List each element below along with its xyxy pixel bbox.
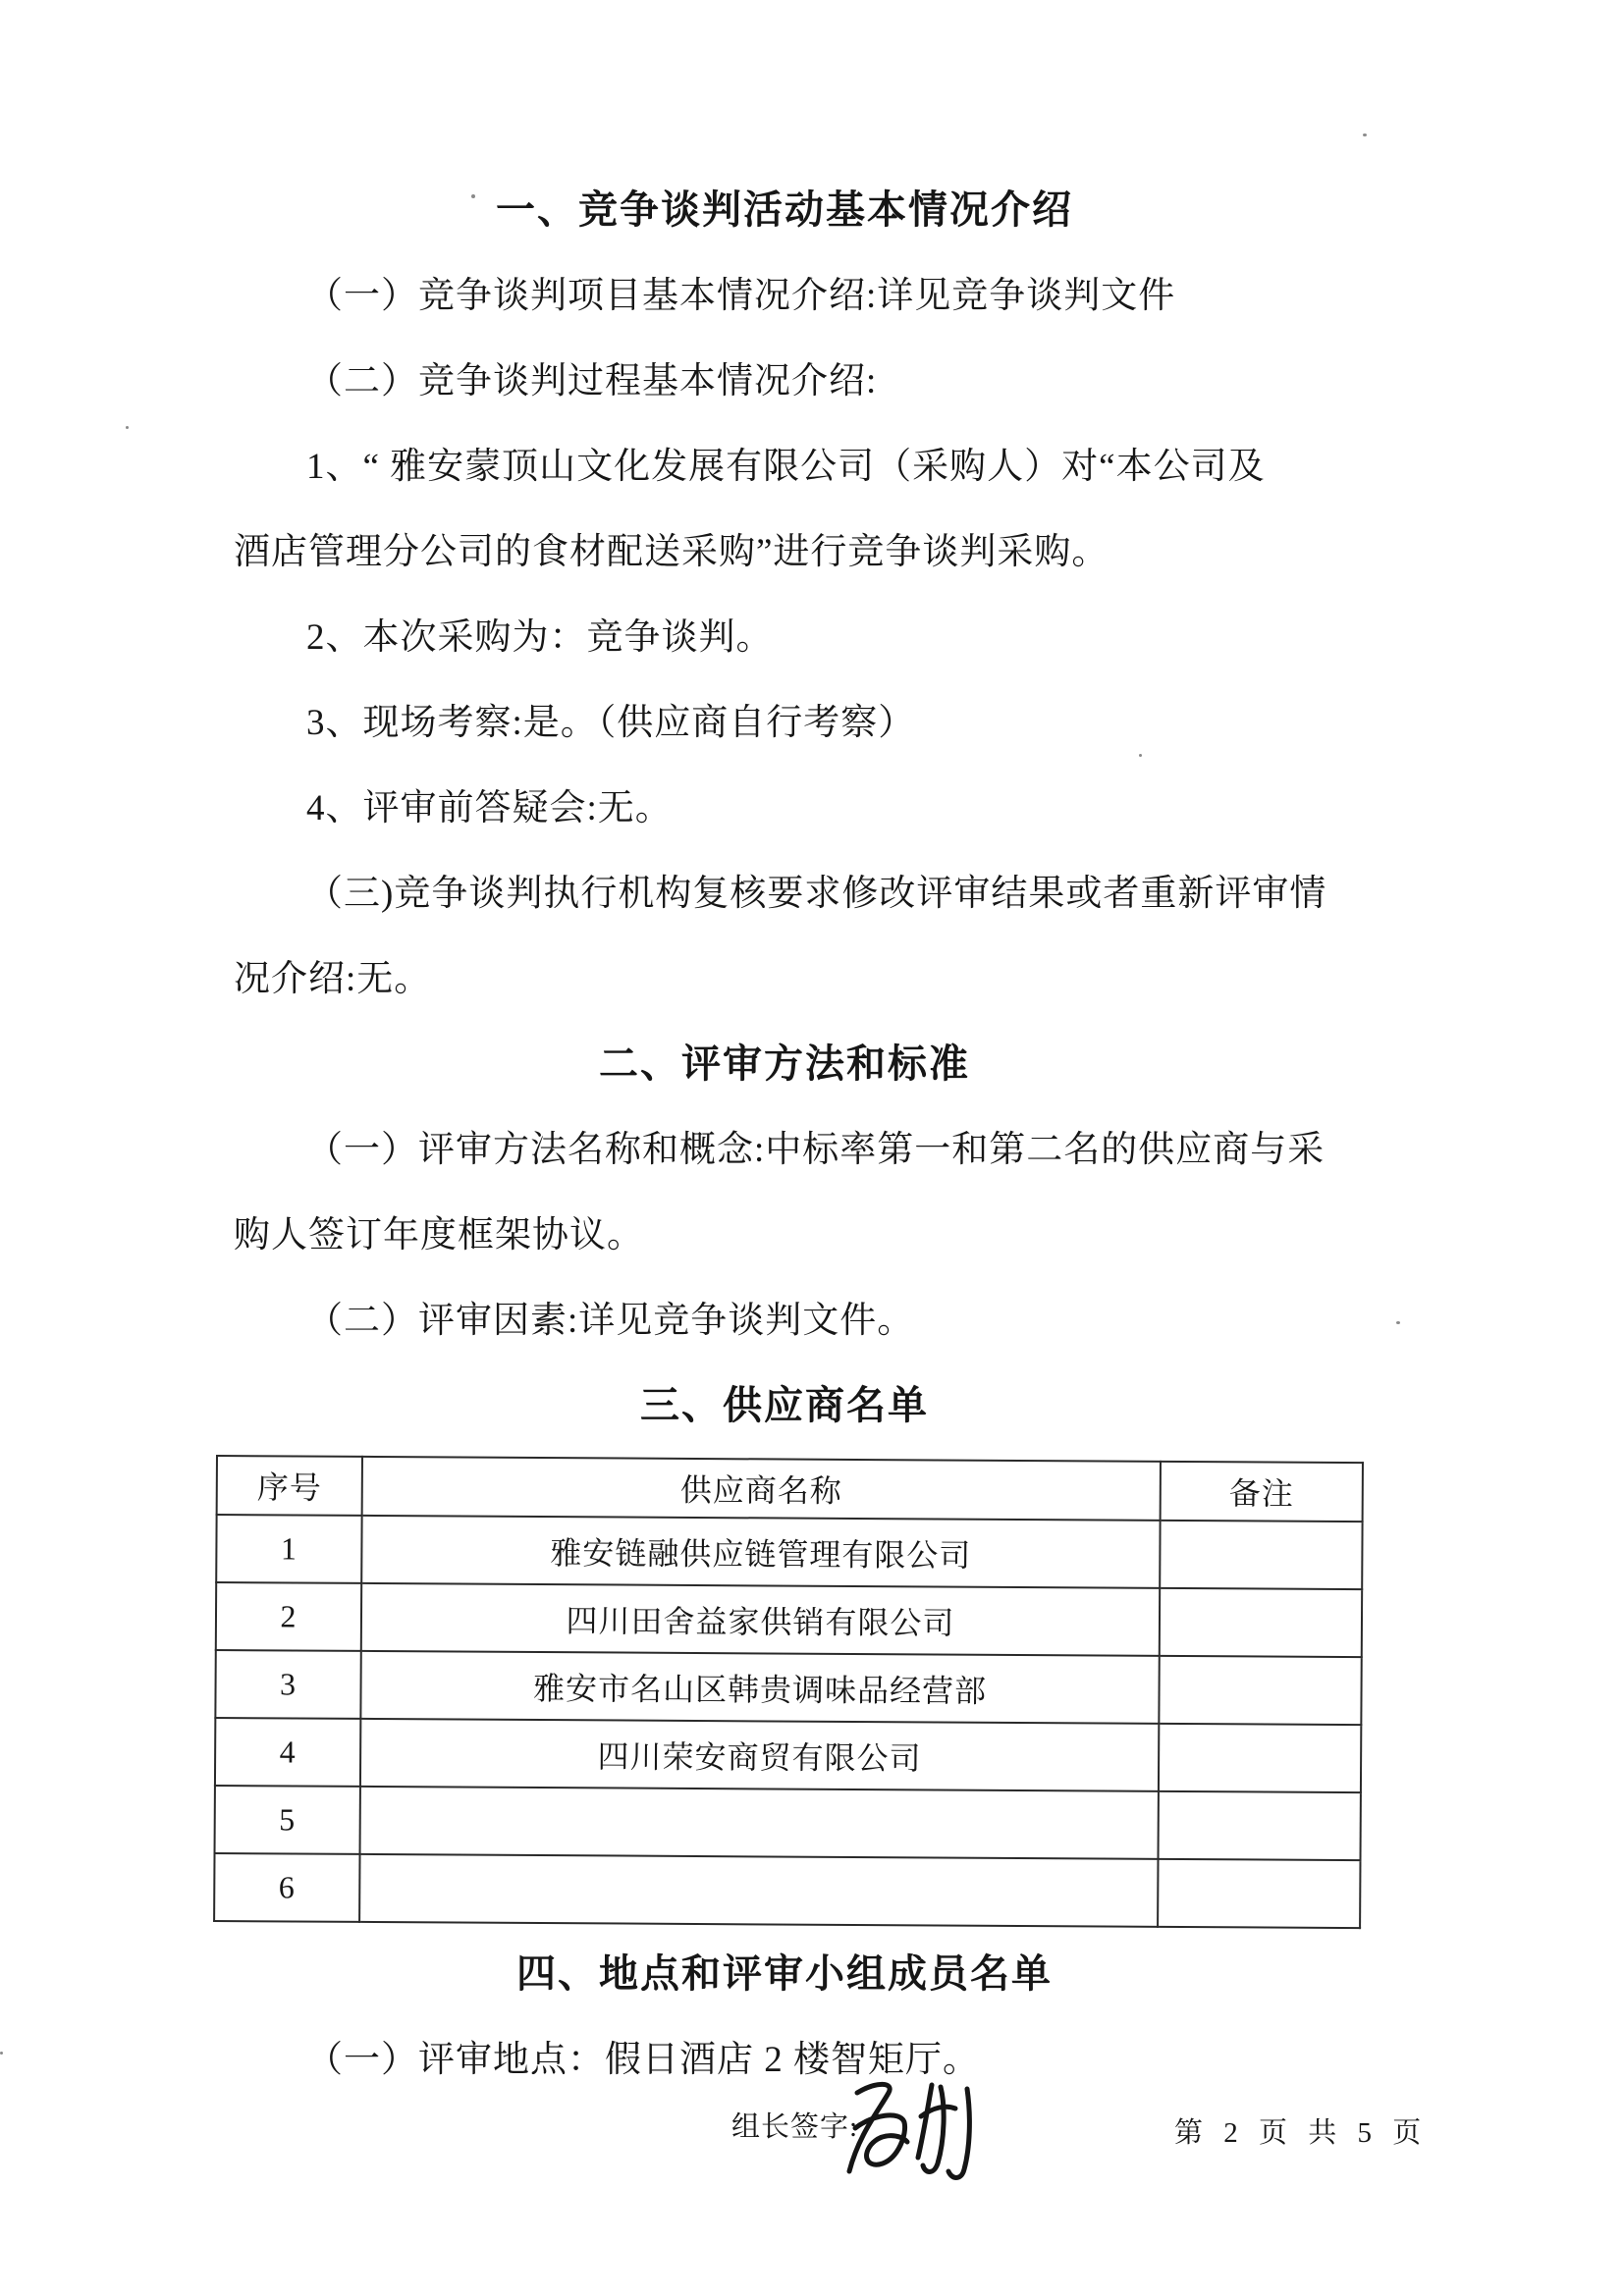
text-line: 购人签订年度框架协议。 (234, 1215, 644, 1255)
cell-note (1160, 1588, 1362, 1657)
text-line: （一）评审方法名称和概念:中标率第一和第二名的供应商与采 (306, 1130, 1325, 1170)
cell-index: 2 (216, 1582, 361, 1651)
table-row (216, 1582, 1362, 1657)
cell-supplier-name: 雅安市名山区韩贵调味品经营部 (360, 1651, 1159, 1724)
text-line: 二、评审方法和标准 (599, 1042, 970, 1086)
text-line: 3、现场考察:是。（供应商自行考察） (306, 703, 916, 743)
cell-supplier-name: 四川田舍益家供销有限公司 (361, 1583, 1160, 1656)
cell-index: 6 (214, 1853, 359, 1922)
scan-speck (471, 194, 475, 198)
column-header: 备注 (1161, 1462, 1363, 1522)
cell-note (1158, 1859, 1360, 1928)
text-line: （二）竞争谈判过程基本情况介绍: (306, 361, 878, 401)
page-number: 第 2 页 共 5 页 (1174, 2117, 1429, 2149)
cell-supplier-name: 雅安链融供应链管理有限公司 (361, 1516, 1160, 1588)
scan-speck (126, 426, 129, 429)
body-lines (234, 168, 1327, 1449)
cell-index: 4 (215, 1718, 360, 1787)
table-header-row (217, 1456, 1363, 1522)
cell-note (1159, 1791, 1361, 1860)
scan-speck (1139, 754, 1142, 757)
cell-supplier-name (359, 1854, 1158, 1927)
cell-index: 3 (215, 1650, 360, 1719)
text-line: 酒店管理分公司的食材配送采购”进行竞争谈判采购。 (234, 532, 1109, 572)
after-table-lines (234, 1932, 1294, 2103)
supplier-table-body (214, 1515, 1363, 1928)
column-header: 供应商名称 (362, 1457, 1161, 1521)
cell-index: 1 (216, 1515, 361, 1583)
table-row (215, 1786, 1361, 1860)
table-row (215, 1650, 1361, 1725)
text-line: （二）评审因素:详见竞争谈判文件。 (306, 1301, 915, 1341)
text-line: 三、供应商名单 (640, 1384, 929, 1427)
table-row (214, 1853, 1360, 1928)
text-line: 1、“ 雅安蒙顶山文化发展有限公司（采购人）对“本公司及 (306, 447, 1266, 487)
table-row (216, 1515, 1362, 1589)
supplier-table (213, 1455, 1364, 1929)
cell-note (1159, 1656, 1361, 1725)
text-line: （一）竞争谈判项目基本情况介绍:详见竞争谈判文件 (306, 276, 1176, 316)
table-row (215, 1718, 1361, 1792)
handwritten-signature-icon (830, 2073, 1001, 2191)
cell-supplier-name (360, 1787, 1159, 1859)
text-line: 一、竞争谈判活动基本情况介绍 (496, 188, 1073, 232)
text-line: （一）评审地点：假日酒店 2 楼智矩厅。 (306, 2040, 980, 2080)
cell-index: 5 (215, 1786, 360, 1854)
text-line: （三)竞争谈判执行机构复核要求修改评审结果或者重新评审情 (306, 874, 1327, 914)
cell-note (1159, 1724, 1361, 1792)
text-line: 2、本次采购为：竞争谈判。 (306, 617, 774, 658)
scan-speck (1363, 133, 1367, 136)
text-line: 4、评审前答疑会:无。 (306, 788, 673, 828)
scan-speck (1396, 1321, 1400, 1324)
column-header: 序号 (217, 1456, 362, 1516)
signature-label: 组长签字: (731, 2111, 859, 2143)
cell-supplier-name: 四川荣安商贸有限公司 (360, 1719, 1159, 1791)
cell-note (1160, 1521, 1362, 1589)
supplier-table-head (217, 1456, 1363, 1522)
scan-speck (0, 2052, 3, 2055)
text-line: 况介绍:无。 (234, 959, 432, 999)
document-text (234, 168, 1327, 2103)
text-line: 四、地点和评审小组成员名单 (516, 1952, 1053, 1996)
leader-signature-image (830, 2073, 1001, 2196)
